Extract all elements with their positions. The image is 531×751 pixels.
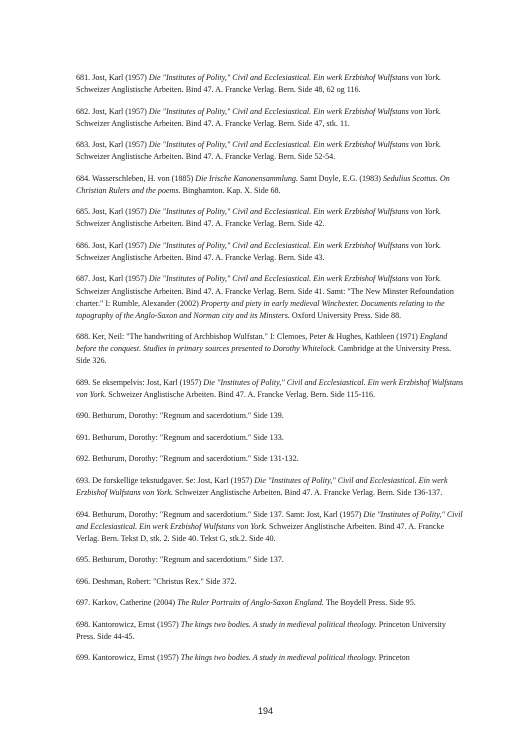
endnote-text: Wasserschleben, H. von (1885) (90, 173, 196, 183)
endnote-title: Property and piety in early medieval Winchester. Documents relating to the topography of the Anglo-Saxon and Norman city and its Minsters. (76, 298, 445, 320)
endnote (76, 410, 466, 422)
endnote-number: 693. (76, 475, 91, 485)
endnote-title: Die Irische Kanonensammlung. (195, 173, 298, 183)
endnote-number: 683. (76, 140, 91, 150)
endnote-text: Oxford University Press. Side 88. (289, 310, 402, 320)
endnote-text: Samt Doyle, E.G. (1983) (297, 173, 383, 183)
endnote (76, 331, 466, 367)
endnote-text: Schweizer Anglistische Arbeiten. Bind 47. A. Francke Verlag. Bern. Side 48, 62 og 116. (76, 85, 361, 95)
endnote-text: Karkov, Catherine (2004) (90, 598, 178, 608)
endnote-number: 688. (76, 332, 91, 342)
endnote-title: Die "Institutes of Polity," Civil and Ecclesiastical. Ein werk Erzbishof Wulfstans von York. (76, 509, 463, 531)
endnote (76, 576, 466, 588)
endnote (76, 377, 466, 401)
endnote-number: 685. (76, 207, 91, 217)
endnote-number: 692. (76, 454, 91, 464)
endnote-title: The kings two bodies. A study in medieval political theology. (180, 619, 377, 629)
endnote-text: Schweizer Anglistische Arbeiten. Bind 47. A. Francke Verlag. Bern. Side 41. Samt: "The New Minster Refoundation charter." I: Rumble, Alexander (2002) (76, 286, 454, 308)
endnote-text: Jost, Karl (1957) (90, 140, 149, 150)
endnote-text: Cambridge at the University Press. Side 326. (76, 344, 452, 366)
endnote-number: 684. (76, 173, 91, 183)
endnote-text: Deshman, Robert: "Christus Rex." Side 372. (90, 576, 237, 586)
endnote (76, 509, 466, 545)
endnote-text: Ker, Neil: "The handwriting of Archbishop Wulfstan." I: Clemoes, Peter & Hughes, Kathleen (1971) (90, 332, 420, 342)
endnote (76, 240, 466, 264)
endnote (76, 106, 466, 130)
endnote-title: Die "Institutes of Polity," Civil and Ecclesiastical. Ein werk Erzbishof Wulfstans von York. (148, 207, 442, 217)
endnote (76, 206, 466, 230)
endnote-number: 698. (76, 619, 91, 629)
endnote-number: 681. (76, 73, 91, 82)
endnote (76, 432, 466, 444)
endnote-title: Die "Institutes of Polity," Civil and Ecclesiastical. Ein werk Erzbishof Wulfstans von York. (148, 274, 442, 284)
endnote-text: Schweizer Anglistische Arbeiten. Bind 47. A. Francke Verlag. Bern. Side 47, stk. 11. (76, 118, 350, 128)
endnote-text: Se eksempelvis: Jost, Karl (1957) (90, 377, 204, 387)
endnote-text: Jost, Karl (1957) (90, 106, 149, 116)
endnote-text: Kantorowicz, Ernst (1957) (90, 619, 181, 629)
endnote-text: Binghamton. Kap. X. Side 68. (180, 185, 281, 195)
endnote-text: Princeton University Press. Side 44-45. (76, 619, 446, 641)
endnote (76, 173, 466, 197)
endnote-number: 690. (76, 411, 91, 421)
endnote-title: The Ruler Portraits of Anglo-Saxon England. (177, 598, 324, 608)
endnote-text: Bethurum, Dorothy: "Regnum and sacerdotium." Side 139. (90, 411, 284, 421)
endnote-number: 694. (76, 509, 91, 519)
endnote-number: 696. (76, 576, 91, 586)
endnote-number: 699. (76, 653, 91, 663)
endnote-title: The kings two bodies. A study in medieval political theology. (180, 653, 377, 663)
endnote-title: Die "Institutes of Polity," Civil and Ecclesiastical. Ein werk Erzbishof Wulfstans von York. (148, 106, 442, 116)
endnote-number: 682. (76, 106, 91, 116)
endnote (76, 554, 466, 566)
endnote (76, 72, 466, 96)
endnote-text: The Boydell Press. Side 95. (323, 598, 416, 608)
endnote-title: Die "Institutes of Polity," Civil and Ecclesiastical. Ein werk Erzbishof Wulfstans von York. (76, 475, 448, 498)
endnote (76, 273, 466, 321)
endnote-text: De forskellige tekstudgaver. Se: Jost, Karl (1957) (90, 475, 255, 485)
endnote-text: Schweizer Anglistische Arbeiten. Bind 47. A. Francke Verlag. Bern. Side 136-137. (172, 488, 443, 498)
endnote-text: Bethurum, Dorothy: "Regnum and sacerdotium." Side 137. Samt: Jost, Karl (1957) (90, 509, 364, 519)
endnote (76, 475, 466, 499)
endnote-text: Schweizer Anglistische Arbeiten. Bind 47. A. Francke Verlag. Bern. Side 52-54. (76, 152, 336, 162)
endnote-text: Bethurum, Dorothy: "Regnum and sacerdotium." Side 133. (90, 432, 284, 442)
endnote-number: 691. (76, 432, 91, 442)
endnote-text: Bethurum, Dorothy: "Regnum and sacerdotium." Side 137. (90, 555, 284, 565)
endnote-text: Schweizer Anglistische Arbeiten. Bind 47. A. Francke Verlag. Bern. Side 43. (76, 252, 325, 262)
endnote-number: 687. (76, 274, 91, 284)
endnote-text: Jost, Karl (1957) (90, 207, 149, 217)
endnote-text: Bethurum, Dorothy: "Regnum and sacerdotium." Side 131-132. (90, 454, 299, 464)
endnote-title: England before the conquest. Studies in primary sources presented to Dorothy Whitelock. (76, 332, 448, 354)
endnote-number: 686. (76, 240, 91, 250)
endnote-text: Jost, Karl (1957) (90, 274, 149, 284)
endnote-title: Die "Institutes of Polity," Civil and Ecclesiastical. Ein werk Erzbishof Wulfstans von York. (148, 73, 442, 82)
endnote-text: Kantorowicz, Ernst (1957) (90, 653, 181, 663)
endnote-title: Sedulius Scottus. On Christian Rulers and the poems. (76, 173, 450, 195)
endnote (76, 597, 466, 609)
endnote-text: Princeton (376, 653, 410, 663)
endnote-text: Schweizer Anglistische Arbeiten. Bind 47. A. Francke Verlag. Bern. Side 42. (76, 219, 325, 229)
endnote-title: Die "Institutes of Polity," Civil and Ecclesiastical. Ein werk Erzbishof Wulfstans von York. (148, 240, 442, 250)
endnote-number: 695. (76, 555, 91, 565)
endnote-text: Jost, Karl (1957) (90, 240, 149, 250)
endnote-title: Die "Institutes of Polity," Civil and Ecclesiastical. Ein werk Erzbishof Wulfstans von York. (148, 140, 442, 150)
endnote (76, 619, 466, 643)
endnote (76, 652, 466, 664)
endnote-number: 689. (76, 377, 91, 387)
endnote-title: Die "Institutes of Polity," Civil and Ecclesiastical. Ein werk Erzbishof Wulfstans von York. (76, 377, 464, 399)
endnote (76, 139, 466, 163)
endnote-text: Jost, Karl (1957) (90, 73, 149, 82)
endnote-text: Schweizer Anglistische Arbeiten. Bind 47. A. Francke Verlag. Bern. Side 115-116. (106, 390, 376, 399)
endnote-number: 697. (76, 598, 91, 608)
endnotes-list (76, 72, 466, 674)
page-number: 194 (257, 706, 274, 716)
endnote-text: Schweizer Anglistische Arbeiten. Bind 47. A. Francke Verlag. Bern. Tekst D, stk. 2. Side 40. Tekst G, stk.2. Side 40. (76, 521, 445, 543)
endnote (76, 453, 466, 465)
